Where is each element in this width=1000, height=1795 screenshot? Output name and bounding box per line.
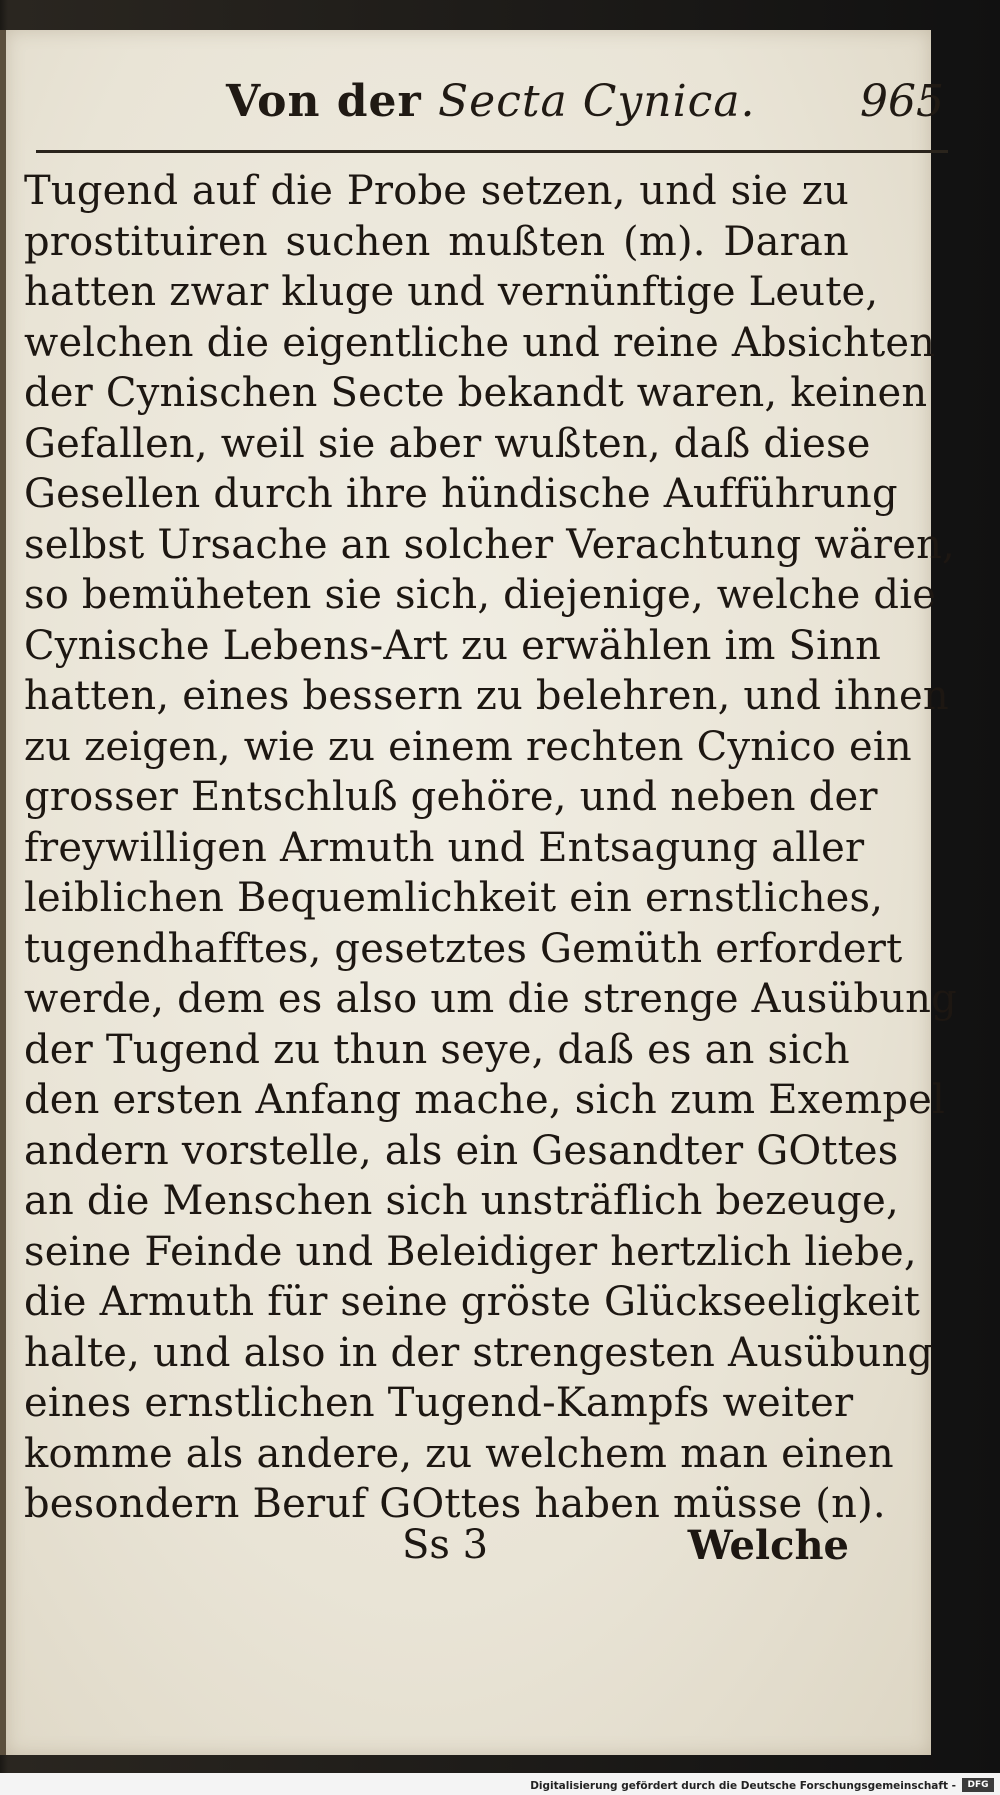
text-line: der Cynischen Secte bekandt waren, keinen xyxy=(24,370,928,416)
text-line: seine Feinde und Beleidiger hertzlich liebe, xyxy=(24,1228,917,1275)
text-line: prostituiren suchen mußten (m). Daran xyxy=(24,218,849,265)
dfg-logo: DFG xyxy=(962,1778,994,1792)
text-line: halte, und also in der strengesten Ausübung xyxy=(24,1329,934,1376)
text-line: selbst Ursache an solcher Verachtung wären, xyxy=(24,521,955,568)
page-header xyxy=(36,62,948,153)
text-line: den ersten Anfang mache, sich zum Exempel xyxy=(24,1077,946,1123)
text-line: an die Menschen sich unsträflich bezeuge, xyxy=(24,1178,899,1224)
text-line: grosser Entschluß gehöre, und neben der xyxy=(24,774,878,820)
text-line: zu zeigen, wie zu einem rechten Cynico ein xyxy=(24,723,912,770)
signature-mark: Ss 3 xyxy=(402,1522,489,1568)
running-head-text: Von der xyxy=(226,76,439,127)
text-line: welchen die eigentliche und reine Absichten xyxy=(24,319,936,366)
running-head xyxy=(226,76,756,127)
text-line: Gefallen, weil sie aber wußten, daß diese xyxy=(24,420,871,467)
text-line: der Tugend zu thun seye, daß es an sich xyxy=(24,1026,850,1073)
text-line: hatten zwar kluge und vernünftige Leute, xyxy=(24,269,879,315)
text-line: so bemüheten sie sich, diejenige, welche die xyxy=(24,572,937,618)
text-line: komme als andere, zu welchem man einen xyxy=(24,1430,894,1477)
text-line: Tugend auf die Probe setzen, und sie zu xyxy=(24,168,849,214)
text-line: leiblichen Bequemlichkeit ein ernstliches, xyxy=(24,875,884,921)
text-line: tugendhafftes, gesetztes Gemüth erfordert xyxy=(24,925,903,972)
text-line: werde, dem es also um die strenge Ausübung xyxy=(24,976,957,1022)
running-head-italic: Secta Cynica. xyxy=(438,76,756,127)
page-number: 965 xyxy=(860,76,944,127)
text-line: hatten, eines bessern zu belehren, und ihnen xyxy=(24,673,949,719)
text-line: Gesellen durch ihre hündische Aufführung xyxy=(24,471,898,517)
text-line: eines ernstlichen Tugend-Kampfs weiter xyxy=(24,1380,854,1426)
page-footer xyxy=(24,1522,849,1582)
text-line: Cynische Lebens-Art zu erwählen im Sinn xyxy=(24,622,882,669)
digitization-credit: Digitalisierung gefördert durch die Deutsche Forschungsgemeinschaft - xyxy=(530,1780,956,1792)
text-line: die Armuth für seine gröste Glückseeligkeit xyxy=(24,1279,920,1325)
credit-bar xyxy=(0,1773,1000,1795)
body-text xyxy=(24,166,957,1530)
text-line: andern vorstelle, als ein Gesandter GOttes xyxy=(24,1127,899,1174)
text-line: freywilligen Armuth und Entsagung aller xyxy=(24,824,865,871)
catchword: Welche xyxy=(687,1522,849,1569)
text-line: besondern Beruf GOttes haben müsse (n). xyxy=(24,1481,886,1527)
